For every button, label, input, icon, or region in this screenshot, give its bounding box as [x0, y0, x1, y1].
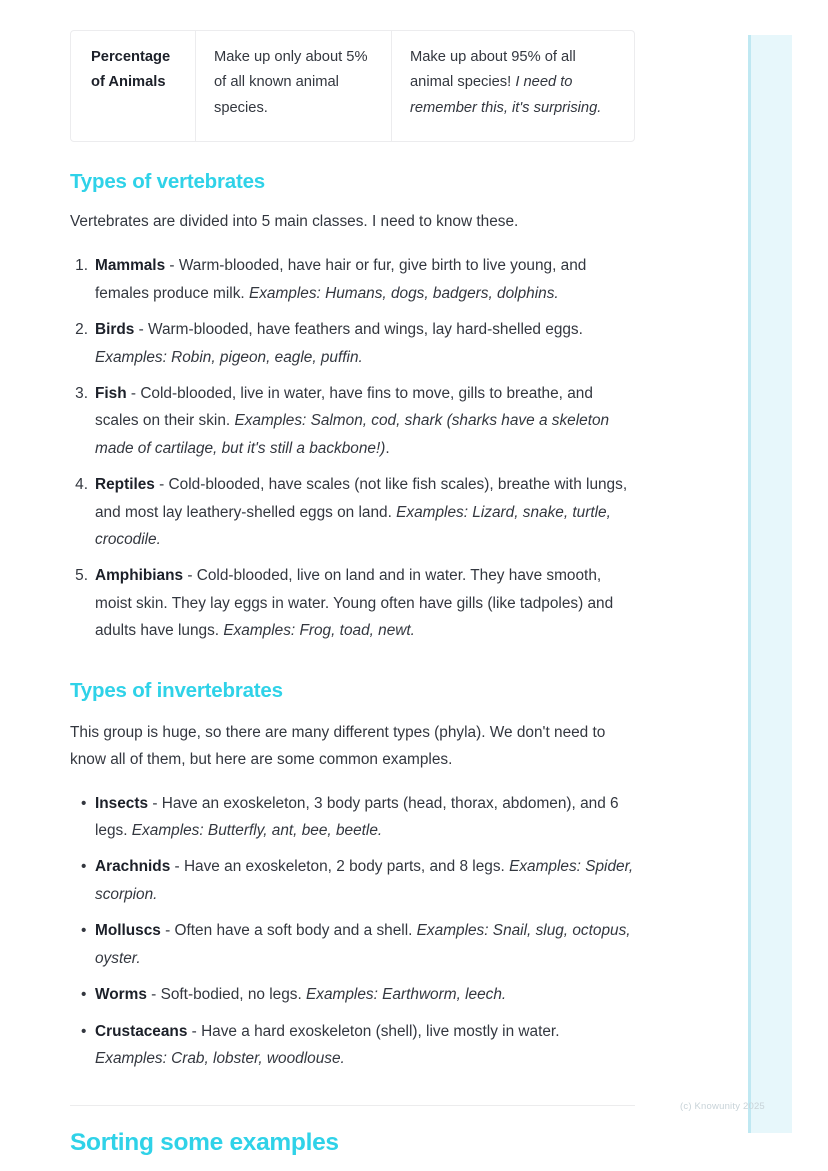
list-item-examples: Examples: Earthworm, leech.	[306, 986, 507, 1004]
list-item-term: Mammals	[95, 257, 166, 275]
list-item-term: Molluscs	[95, 922, 161, 940]
list-marker: 2.	[75, 321, 88, 339]
comparison-table-fragment	[70, 30, 635, 142]
list-item-term: Fish	[95, 384, 127, 402]
list-item	[70, 316, 635, 371]
list-item	[70, 917, 635, 972]
right-edge-accent-strip	[748, 35, 792, 1133]
list-item-description: - Warm-blooded, have feathers and wings, lay hard-shelled eggs.	[134, 321, 583, 339]
list-item	[70, 380, 635, 462]
list-item-examples: Examples: Lizard, snake, turtle, crocodile.	[95, 503, 611, 549]
list-marker: 4.	[75, 476, 88, 494]
list-item-examples: Examples: Crab, lobster, woodlouse.	[95, 1049, 345, 1067]
list-item-description: - Cold-blooded, live on land and in water. They have smooth, moist skin. They lay eggs in water. Young often have gills (like tadpoles) and adults have lungs.	[95, 567, 614, 640]
list-item	[70, 853, 635, 908]
copyright-watermark: (c) Knowunity 2025	[680, 1101, 765, 1112]
list-item-examples: Examples: Salmon, cod, shark (sharks have a skeleton made of cartilage, but it's still a backbone!)	[95, 412, 610, 457]
list-item-description: - Have an exoskeleton, 3 body parts (head, thorax, abdomen), and 6 legs.	[95, 794, 619, 840]
list-item-tail: .	[385, 439, 390, 457]
list-item-description: - Warm-blooded, have hair or fur, give birth to live young, and females produce milk.	[95, 257, 587, 302]
list-marker: 3.	[75, 384, 88, 402]
list-item	[70, 252, 635, 307]
list-item-description: - Cold-blooded, live in water, have fins to move, gills to breathe, and scales on their skin.	[95, 384, 593, 430]
list-item-description: - Cold-blooded, have scales (not like fish scales), breathe with lungs, and most lay leathery-shelled eggs on land.	[95, 476, 628, 521]
list-item-description: - Soft-bodied, no legs.	[146, 986, 307, 1004]
list-item	[70, 471, 635, 553]
bullet-icon: •	[81, 858, 87, 876]
list-item-term: Worms	[95, 986, 147, 1004]
list-marker: 1.	[75, 257, 88, 275]
invertebrate-groups-list	[70, 790, 635, 1073]
heading-sorting-some-examples: Sorting some examples	[70, 1129, 339, 1157]
bullet-icon: •	[81, 1022, 87, 1040]
table-row-label: Percentage of Animals	[91, 49, 171, 91]
list-item-examples: Examples: Robin, pigeon, eagle, puffin.	[95, 348, 363, 366]
list-item	[70, 562, 635, 644]
bullet-icon: •	[81, 922, 87, 940]
table-cell-invertebrates	[391, 31, 634, 141]
bullet-icon: •	[81, 986, 87, 1004]
list-item-examples: Examples: Humans, dogs, badgers, dolphins.	[248, 284, 559, 302]
list-item-description: - Often have a soft body and a shell.	[160, 922, 417, 940]
heading-types-of-vertebrates: Types of vertebrates	[70, 169, 266, 193]
table-cell-plain-text: Make up about 95% of all animal species!	[410, 49, 576, 91]
table-cell-italic-note: I need to remember this, it's surprising.	[410, 74, 602, 116]
list-item-term: Arachnids	[95, 858, 171, 876]
intro-paragraph-invertebrates: This group is huge, so there are many different types (phyla). We don't need to know all of them, but here are some common examples.	[70, 723, 606, 769]
list-item-examples: Examples: Snail, slug, octopus, oyster.	[95, 922, 631, 967]
list-item-examples: Examples: Frog, toad, newt.	[223, 622, 415, 640]
list-item-term: Amphibians	[95, 567, 184, 585]
list-item-description: - Have an exoskeleton, 2 body parts, and 8 legs.	[170, 858, 510, 876]
list-item-term: Birds	[95, 321, 135, 339]
list-item-term: Insects	[95, 794, 149, 812]
vertebrate-classes-list	[70, 252, 635, 644]
list-item-term: Crustaceans	[95, 1022, 188, 1040]
list-item	[70, 981, 635, 1008]
list-marker: 5.	[75, 567, 88, 585]
heading-types-of-invertebrates: Types of invertebrates	[70, 678, 283, 702]
list-item-examples: Examples: Spider, scorpion.	[95, 858, 634, 903]
list-item-term: Reptiles	[95, 476, 155, 494]
bullet-icon: •	[81, 794, 87, 812]
intro-paragraph-vertebrates: Vertebrates are divided into 5 main classes. I need to know these.	[70, 212, 519, 230]
table-cell-vertebrates: Make up only about 5% of all known animal species.	[195, 31, 391, 141]
list-item-examples: Examples: Butterfly, ant, bee, beetle.	[131, 822, 383, 840]
list-item	[70, 1018, 635, 1073]
content-column	[70, 30, 635, 1157]
list-item-description: - Have a hard exoskeleton (shell), live mostly in water.	[187, 1022, 560, 1040]
list-item	[70, 790, 635, 845]
